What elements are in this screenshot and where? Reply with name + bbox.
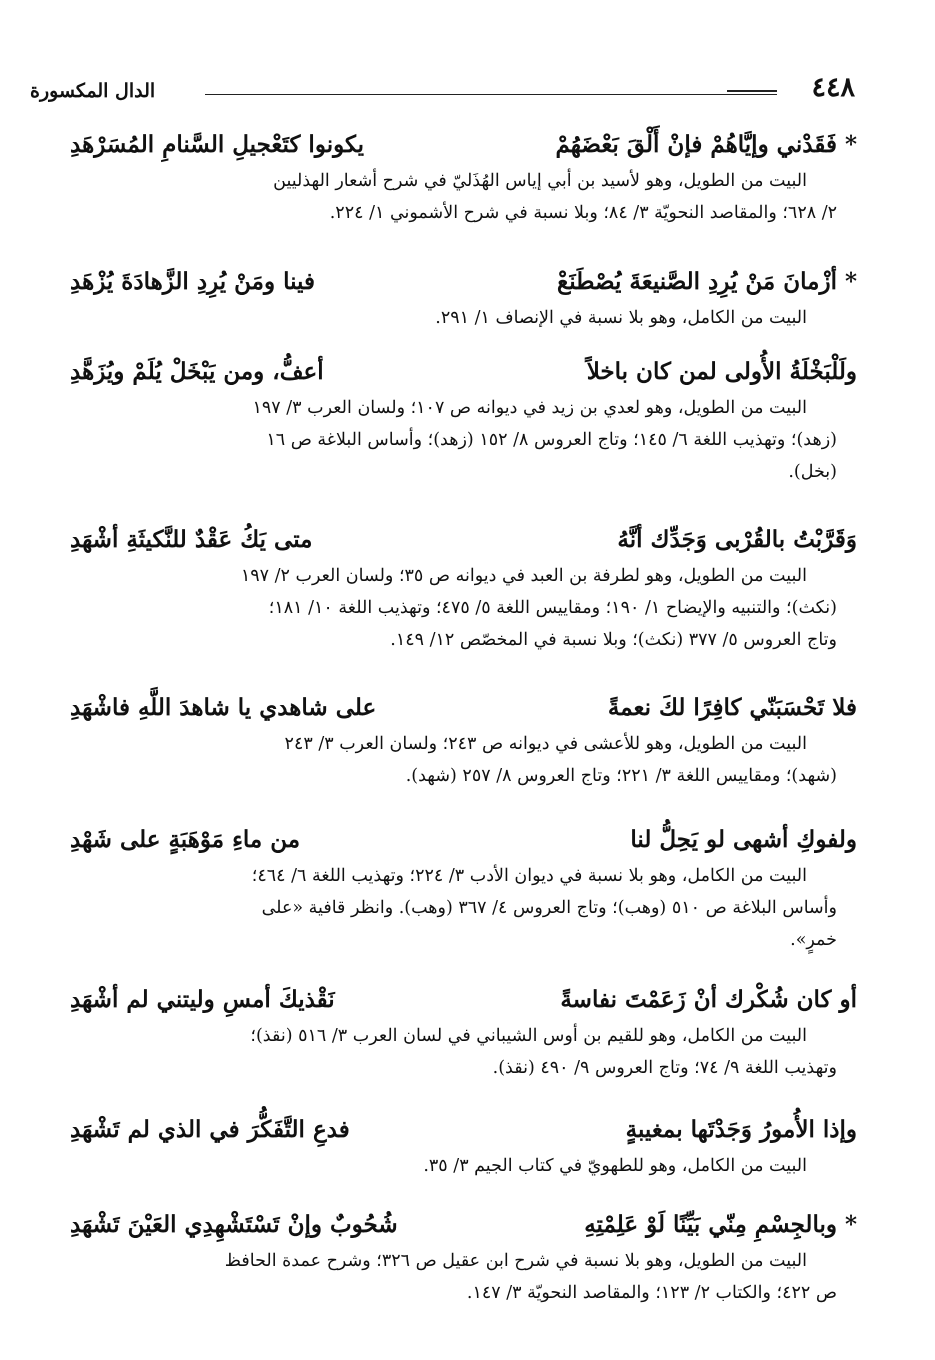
verse-line [70, 125, 857, 165]
verse-first-hemistich: * أزْمانَ مَنْ يُرِدِ الصَّنيعَةَ يُصْطَنَعْ [557, 268, 857, 295]
verse-entry [70, 980, 857, 1084]
note-line: ٢/ ٦٢٨؛ والمقاصد النحويّة ٣/ ٨٤؛ وبلا نسبة في شرح الأشموني ١/ ٢٢٤. [329, 203, 837, 223]
verse-line [70, 352, 857, 392]
verse-first-hemistich: ولَلْبَخْلَةُ الأُولى لمن كان باخلاً [586, 358, 857, 385]
note-line: البيت من الطويل، وهو لأسيد بن أبي إياس الهُذَليّ في شرح أشعار الهذليين [273, 171, 807, 191]
note-line: (نكث)؛ والتنبيه والإيضاح ١/ ١٩٠؛ ومقاييس اللغة ٥/ ٤٧٥؛ وتهذيب اللغة ١٠/ ١٨١؛ [268, 598, 837, 618]
verse-second-hemistich: شُحُوبٌ وإنْ تَسْتَشْهِدِي العَيْنَ تَشْهَدِ [70, 1211, 398, 1238]
note-line: خمرٍ». [790, 930, 837, 950]
verse-note [70, 728, 857, 792]
note-line: ص ٤٢٢؛ والكتاب ٢/ ١٢٣؛ والمقاصد النحويّة ٣/ ١٤٧. [466, 1283, 837, 1303]
verse-note [70, 302, 857, 334]
verse-note [70, 1020, 857, 1084]
note-line: البيت من الكامل، وهو للطهويّ في كتاب الجيم ٣/ ٣٥. [423, 1156, 807, 1176]
verse-note [70, 1245, 857, 1309]
verse-entry [70, 520, 857, 656]
verse-first-hemistich: * وبالجِسْمِ مِنّي بَيِّنًا لَوْ عَلِمْتِهِ [584, 1211, 857, 1238]
verse-line [70, 262, 857, 302]
verse-entry [70, 688, 857, 792]
note-line: وتاج العروس ٥/ ٣٧٧ (نكث)؛ وبلا نسبة في المخصّص ١٢/ ١٤٩. [390, 630, 837, 650]
verse-line [70, 1110, 857, 1150]
verse-line [70, 1205, 857, 1245]
note-line: البيت من الطويل، وهو للأعشى في ديوانه ص ٢٤٣؛ ولسان العرب ٣/ ٢٤٣ [284, 734, 807, 754]
running-title: الدال المكسورة [30, 80, 156, 102]
verse-first-hemistich: وَقَرَّبْتُ بالقُرْبى وَجَدِّك أنَّهُ [617, 526, 857, 553]
verse-note [70, 860, 857, 956]
verse-second-hemistich: على شاهدي يا شاهدَ اللَّهِ فاشْهَدِ [70, 694, 377, 721]
verse-line [70, 980, 857, 1020]
note-line: (زهد)؛ وتهذيب اللغة ٦/ ١٤٥؛ وتاج العروس ٨/ ١٥٢ (زهد)؛ وأساس البلاغة ص ١٦ [266, 430, 837, 450]
verse-second-hemistich: متى يَكُ عَقْدٌ للنَّكيثَةِ أشْهَدِ [70, 526, 313, 553]
verse-note [70, 392, 857, 488]
note-line: البيت من الطويل، وهو لعدي بن زيد في ديوانه ص ١٠٧؛ ولسان العرب ٣/ ١٩٧ [252, 398, 807, 418]
verse-entry [70, 1205, 857, 1309]
verse-first-hemistich: وإذا الأُمورُ وَجَدْتَها بمغيبةٍ [625, 1116, 857, 1143]
verse-note [70, 165, 857, 229]
verse-first-hemistich: ولفوكِ أشهى لو يَحِلُّ لنا [630, 826, 857, 853]
verse-line [70, 520, 857, 560]
verse-first-hemistich: أو كان شُكْرك أنْ زَعَمْتَ نفاسةً [560, 986, 857, 1013]
verse-second-hemistich: فينا ومَنْ يُرِدِ الزَّهادَةَ يُزْهَدِ [70, 268, 315, 295]
verse-line [70, 820, 857, 860]
header-rule [205, 94, 777, 95]
page-header [30, 72, 855, 112]
note-line: وأساس البلاغة ص ٥١٠ (وهب)؛ وتاج العروس ٤/ ٣٦٧ (وهب). وانظر قافية «على [261, 898, 837, 918]
page-number: ٤٤٨ [811, 72, 855, 103]
note-line: البيت من الطويل، وهو لطرفة بن العبد في ديوانه ص ٣٥؛ ولسان العرب ٢/ ١٩٧ [240, 566, 807, 586]
verse-entry [70, 352, 857, 488]
verse-second-hemistich: يكونوا كتَعْجيلِ السَّنامِ المُسَرْهَدِ [70, 131, 365, 158]
note-line: البيت من الكامل، وهو بلا نسبة في ديوان الأدب ٣/ ٢٢٤؛ وتهذيب اللغة ٦/ ٤٦٤؛ [251, 866, 807, 886]
verse-second-hemistich: نَقْذيكَ أمسِ وليتني لم أشْهَدِ [70, 986, 335, 1013]
verse-note [70, 1150, 857, 1182]
verse-first-hemistich: فلا تَحْسَبَنّي كافِرًا لكَ نعمةً [607, 694, 857, 721]
verse-first-hemistich: * فَقَدْني وإيَّاهُمْ فإنْ أَلْقَ بَعْضَهُمْ [555, 131, 857, 158]
verse-line [70, 688, 857, 728]
note-line: البيت من الكامل، وهو بلا نسبة في الإنصاف ١/ ٢٩١. [435, 308, 807, 328]
verse-note [70, 560, 857, 656]
verse-second-hemistich: فدعِ التَّفَكُّرَ في الذي لم تَشْهَدِ [70, 1116, 350, 1143]
verse-second-hemistich: من ماءِ مَوْهَبَةٍ على شَهْدِ [70, 826, 301, 853]
header-dash [727, 90, 777, 92]
verse-entry [70, 262, 857, 334]
note-line: (شهد)؛ ومقاييس اللغة ٣/ ٢٢١؛ وتاج العروس ٨/ ٢٥٧ (شهد). [405, 766, 837, 786]
note-line: (بخل). [788, 462, 837, 482]
note-line: البيت من الطويل، وهو بلا نسبة في شرح ابن عقيل ص ٣٢٦؛ وشرح عمدة الحافظ [224, 1251, 807, 1271]
note-line: وتهذيب اللغة ٩/ ٧٤؛ وتاج العروس ٩/ ٤٩٠ (نقذ). [492, 1058, 837, 1078]
verse-entry [70, 125, 857, 229]
verse-entry [70, 820, 857, 956]
note-line: البيت من الكامل، وهو للقيم بن أوس الشيباني في لسان العرب ٣/ ٥١٦ (نقذ)؛ [250, 1026, 807, 1046]
verse-second-hemistich: أعفُّ، ومن يَبْخَلْ يُلَمْ ويُزَهَّدِ [70, 358, 324, 385]
verse-entry [70, 1110, 857, 1182]
